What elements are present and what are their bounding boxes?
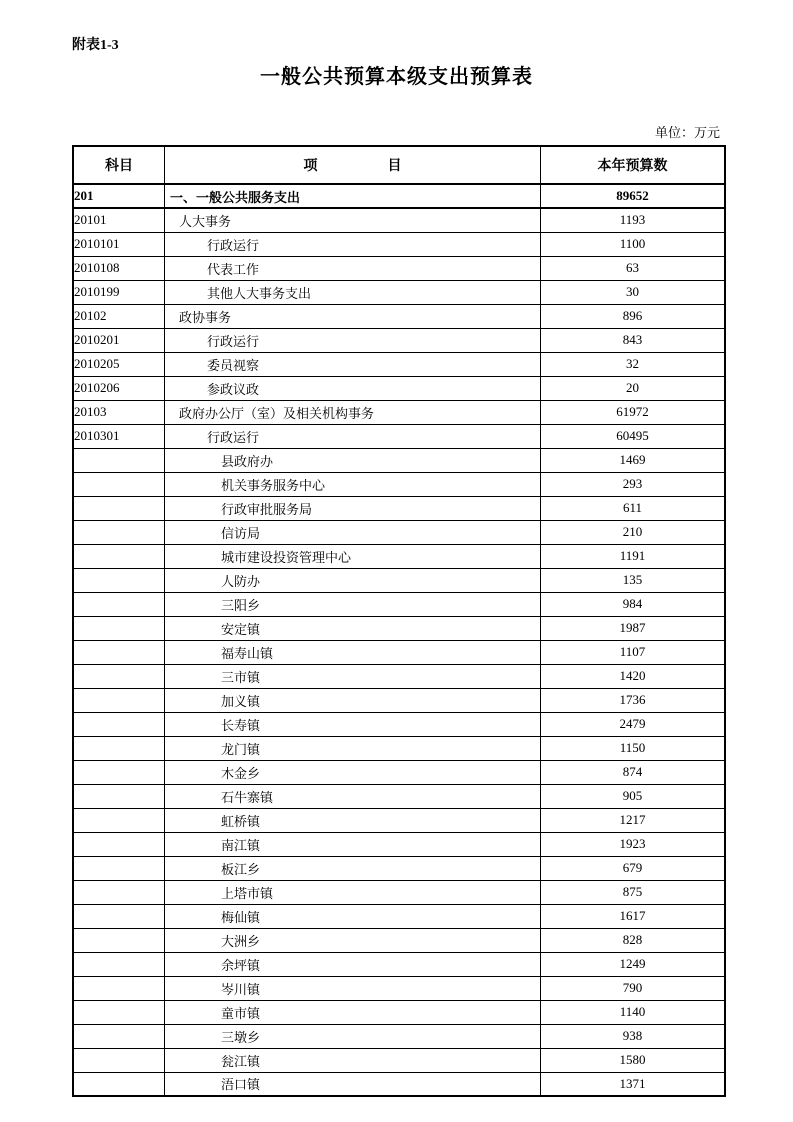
value-cell: 1150 <box>541 736 726 760</box>
value-cell: 30 <box>541 280 726 304</box>
code-cell <box>73 1048 165 1072</box>
code-cell: 2010201 <box>73 328 165 352</box>
code-cell: 2010101 <box>73 232 165 256</box>
code-cell <box>73 976 165 1000</box>
value-cell: 1987 <box>541 616 726 640</box>
table-body <box>73 184 725 1096</box>
item-cell: 梅仙镇 <box>165 904 541 928</box>
item-cell: 机关事务服务中心 <box>165 472 541 496</box>
table-row <box>73 472 725 496</box>
appendix-label: 附表1-3 <box>72 38 119 53</box>
item-cell: 虹桥镇 <box>165 808 541 832</box>
item-cell: 行政审批服务局 <box>165 496 541 520</box>
item-cell: 福寿山镇 <box>165 640 541 664</box>
table-row <box>73 496 725 520</box>
code-cell <box>73 568 165 592</box>
table-row <box>73 688 725 712</box>
page-title: 一般公共预算本级支出预算表 <box>260 66 533 88</box>
item-cell: 童市镇 <box>165 1000 541 1024</box>
item-cell: 岑川镇 <box>165 976 541 1000</box>
item-cell: 三墩乡 <box>165 1024 541 1048</box>
item-cell: 安定镇 <box>165 616 541 640</box>
value-cell: 1420 <box>541 664 726 688</box>
item-cell: 信访局 <box>165 520 541 544</box>
value-cell: 611 <box>541 496 726 520</box>
code-cell: 2010108 <box>73 256 165 280</box>
header-item: 项 目 <box>165 146 541 184</box>
value-cell: 1923 <box>541 832 726 856</box>
code-cell <box>73 544 165 568</box>
table-row <box>73 520 725 544</box>
code-cell <box>73 952 165 976</box>
item-cell: 石牛寨镇 <box>165 784 541 808</box>
table-row <box>73 400 725 424</box>
code-cell <box>73 736 165 760</box>
value-cell: 828 <box>541 928 726 952</box>
table-row <box>73 280 725 304</box>
table-row <box>73 232 725 256</box>
item-cell: 政协事务 <box>165 304 541 328</box>
table-row <box>73 1072 725 1096</box>
code-cell <box>73 808 165 832</box>
value-cell: 875 <box>541 880 726 904</box>
item-cell: 木金乡 <box>165 760 541 784</box>
table-row <box>73 904 725 928</box>
item-cell: 三市镇 <box>165 664 541 688</box>
code-cell <box>73 712 165 736</box>
code-cell <box>73 856 165 880</box>
code-cell <box>73 1000 165 1024</box>
item-cell: 政府办公厅（室）及相关机构事务 <box>165 400 541 424</box>
code-cell <box>73 784 165 808</box>
table-row <box>73 304 725 328</box>
value-cell: 1736 <box>541 688 726 712</box>
value-cell: 1191 <box>541 544 726 568</box>
item-cell: 行政运行 <box>165 232 541 256</box>
value-cell: 63 <box>541 256 726 280</box>
item-cell: 余坪镇 <box>165 952 541 976</box>
value-cell: 1371 <box>541 1072 726 1096</box>
table-row <box>73 832 725 856</box>
table-row <box>73 424 725 448</box>
item-cell: 城市建设投资管理中心 <box>165 544 541 568</box>
item-cell: 一、一般公共服务支出 <box>165 184 541 208</box>
value-cell: 61972 <box>541 400 726 424</box>
code-cell: 20103 <box>73 400 165 424</box>
table-row <box>73 712 725 736</box>
value-cell: 1469 <box>541 448 726 472</box>
table-row <box>73 544 725 568</box>
item-cell: 瓮江镇 <box>165 1048 541 1072</box>
code-cell <box>73 496 165 520</box>
code-cell: 2010206 <box>73 376 165 400</box>
value-cell: 2479 <box>541 712 726 736</box>
table-row <box>73 1024 725 1048</box>
table-row <box>73 352 725 376</box>
table-row <box>73 736 725 760</box>
value-cell: 210 <box>541 520 726 544</box>
table-row <box>73 616 725 640</box>
item-cell: 行政运行 <box>165 328 541 352</box>
value-cell: 293 <box>541 472 726 496</box>
item-cell: 人大事务 <box>165 208 541 232</box>
item-cell: 代表工作 <box>165 256 541 280</box>
value-cell: 1140 <box>541 1000 726 1024</box>
table-row <box>73 208 725 232</box>
value-cell: 1249 <box>541 952 726 976</box>
value-cell: 790 <box>541 976 726 1000</box>
value-cell: 984 <box>541 592 726 616</box>
item-cell: 板江乡 <box>165 856 541 880</box>
code-cell <box>73 1024 165 1048</box>
item-cell: 大洲乡 <box>165 928 541 952</box>
code-cell: 2010301 <box>73 424 165 448</box>
value-cell: 89652 <box>541 184 726 208</box>
code-cell <box>73 760 165 784</box>
item-cell: 参政议政 <box>165 376 541 400</box>
table-row <box>73 1048 725 1072</box>
table-row <box>73 256 725 280</box>
value-cell: 679 <box>541 856 726 880</box>
table-row <box>73 592 725 616</box>
item-cell: 龙门镇 <box>165 736 541 760</box>
code-cell: 2010205 <box>73 352 165 376</box>
code-cell <box>73 1072 165 1096</box>
code-cell <box>73 664 165 688</box>
code-cell <box>73 904 165 928</box>
item-cell: 长寿镇 <box>165 712 541 736</box>
code-cell <box>73 928 165 952</box>
header-budget: 本年预算数 <box>541 146 726 184</box>
header-row <box>73 146 725 184</box>
table-row <box>73 976 725 1000</box>
code-cell <box>73 880 165 904</box>
value-cell: 896 <box>541 304 726 328</box>
value-cell: 20 <box>541 376 726 400</box>
header-subject: 科目 <box>73 146 165 184</box>
code-cell <box>73 520 165 544</box>
value-cell: 905 <box>541 784 726 808</box>
code-cell: 2010199 <box>73 280 165 304</box>
value-cell: 1100 <box>541 232 726 256</box>
table-row <box>73 808 725 832</box>
item-cell: 行政运行 <box>165 424 541 448</box>
value-cell: 843 <box>541 328 726 352</box>
item-cell: 南江镇 <box>165 832 541 856</box>
item-cell: 加义镇 <box>165 688 541 712</box>
code-cell <box>73 688 165 712</box>
code-cell <box>73 832 165 856</box>
unit-label: 单位：万元 <box>654 125 720 140</box>
table-row <box>73 184 725 208</box>
value-cell: 32 <box>541 352 726 376</box>
table-row <box>73 784 725 808</box>
code-cell: 201 <box>73 184 165 208</box>
code-cell: 20101 <box>73 208 165 232</box>
table-row <box>73 856 725 880</box>
table-row <box>73 952 725 976</box>
value-cell: 1193 <box>541 208 726 232</box>
value-cell: 1580 <box>541 1048 726 1072</box>
table-row <box>73 640 725 664</box>
value-cell: 938 <box>541 1024 726 1048</box>
table-row <box>73 448 725 472</box>
table-row <box>73 328 725 352</box>
value-cell: 1217 <box>541 808 726 832</box>
item-cell: 人防办 <box>165 568 541 592</box>
value-cell: 1107 <box>541 640 726 664</box>
item-cell: 三阳乡 <box>165 592 541 616</box>
table-row <box>73 568 725 592</box>
table-row <box>73 928 725 952</box>
item-cell: 浯口镇 <box>165 1072 541 1096</box>
code-cell: 20102 <box>73 304 165 328</box>
item-cell: 县政府办 <box>165 448 541 472</box>
value-cell: 1617 <box>541 904 726 928</box>
value-cell: 135 <box>541 568 726 592</box>
code-cell <box>73 616 165 640</box>
table-row <box>73 880 725 904</box>
table-row <box>73 760 725 784</box>
code-cell <box>73 448 165 472</box>
table-row <box>73 1000 725 1024</box>
budget-table <box>72 145 726 1097</box>
item-cell: 上塔市镇 <box>165 880 541 904</box>
item-cell: 其他人大事务支出 <box>165 280 541 304</box>
table-row <box>73 376 725 400</box>
item-cell: 委员视察 <box>165 352 541 376</box>
value-cell: 60495 <box>541 424 726 448</box>
code-cell <box>73 592 165 616</box>
code-cell <box>73 640 165 664</box>
value-cell: 874 <box>541 760 726 784</box>
code-cell <box>73 472 165 496</box>
table-row <box>73 664 725 688</box>
